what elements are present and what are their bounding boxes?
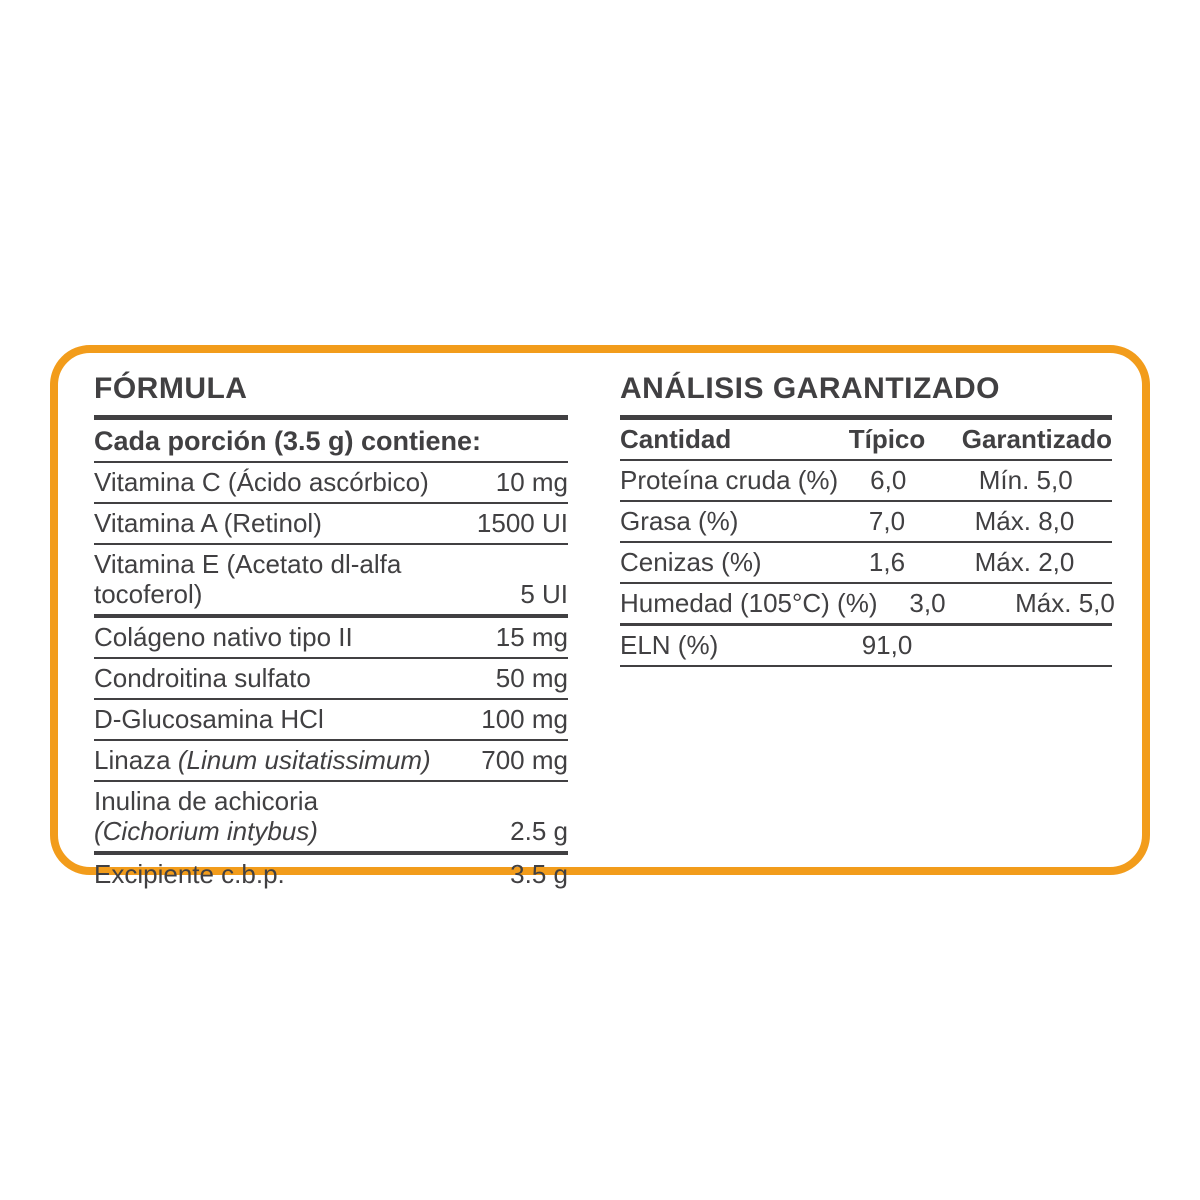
ingredient-name: Colágeno nativo tipo II xyxy=(94,622,353,652)
guaranteed-value: Máx. 5,0 xyxy=(1015,588,1115,618)
typical-value: 1,6 xyxy=(868,547,906,577)
typical-value: 7,0 xyxy=(868,506,906,536)
ingredient-name: Vitamina E (Acetato dl-alfa tocoferol) xyxy=(94,549,402,609)
analyte-name: Proteína cruda (%) xyxy=(620,465,839,495)
analyte-name: Humedad (105°C) (%) xyxy=(620,588,878,618)
analyte-name: Cenizas (%) xyxy=(620,547,762,577)
table-row xyxy=(94,463,568,504)
guaranteed-value: Máx. 8,0 xyxy=(974,506,1075,536)
guaranteed-value: Máx. 2,0 xyxy=(974,547,1075,577)
analysis-title: ANÁLISIS GARANTIZADO xyxy=(620,367,1112,420)
column-header-cantidad: Cantidad xyxy=(620,424,732,454)
ingredient-name: Inulina de achicoria (Cichorium intybus) xyxy=(94,786,319,846)
ingredient-scientific-name: (Linum usitatissimum) xyxy=(177,745,431,775)
table-header-row xyxy=(620,420,1112,461)
analyte-name: ELN (%) xyxy=(620,630,719,660)
typical-value: 91,0 xyxy=(861,630,913,660)
ingredient-name: Vitamina A (Retinol) xyxy=(94,508,322,538)
table-row xyxy=(620,626,1112,667)
ingredient-amount: 15 mg xyxy=(495,622,568,652)
ingredient-scientific-name: (Cichorium intybus) xyxy=(94,816,318,846)
table-row xyxy=(620,584,1115,626)
ingredient-name: Vitamina C (Ácido ascórbico) xyxy=(94,467,429,497)
table-row xyxy=(620,461,1112,502)
analyte-name: Grasa (%) xyxy=(620,506,739,536)
table-row xyxy=(94,545,568,618)
column-header-garantizado: Garantizado xyxy=(961,424,1112,454)
ingredient-amount: 700 mg xyxy=(481,745,568,775)
ingredient-name: Condroitina sulfato xyxy=(94,663,311,693)
ingredient-name: Linaza (Linum usitatissimum) xyxy=(94,745,431,775)
table-row xyxy=(94,659,568,700)
table-row xyxy=(94,618,568,659)
table-row xyxy=(94,700,568,741)
column-header-tipico: Típico xyxy=(848,424,926,454)
ingredient-amount: 1500 UI xyxy=(476,508,568,538)
formula-serving-header: Cada porción (3.5 g) contiene: xyxy=(94,420,568,463)
formula-title: FÓRMULA xyxy=(94,367,568,420)
ingredient-amount: 50 mg xyxy=(495,663,568,693)
ingredient-amount: 100 mg xyxy=(481,704,568,734)
ingredient-name: Excipiente c.b.p. xyxy=(94,859,285,889)
table-row xyxy=(94,782,568,855)
ingredient-amount: 10 mg xyxy=(495,467,568,497)
typical-value: 3,0 xyxy=(909,588,946,618)
typical-value: 6,0 xyxy=(870,465,907,495)
guaranteed-value: Mín. 5,0 xyxy=(978,465,1073,495)
ingredient-amount: 2.5 g xyxy=(510,816,568,846)
formula-table xyxy=(94,367,568,889)
table-row xyxy=(620,543,1112,584)
table-row xyxy=(94,504,568,545)
label-panel xyxy=(50,345,1150,889)
ingredient-amount: 5 UI xyxy=(520,579,568,609)
table-row xyxy=(94,741,568,782)
ingredient-name: D-Glucosamina HCl xyxy=(94,704,324,734)
ingredient-amount: 3.5 g xyxy=(510,859,568,889)
table-row xyxy=(94,855,568,894)
analysis-table xyxy=(620,367,1115,867)
table-row xyxy=(620,502,1112,543)
